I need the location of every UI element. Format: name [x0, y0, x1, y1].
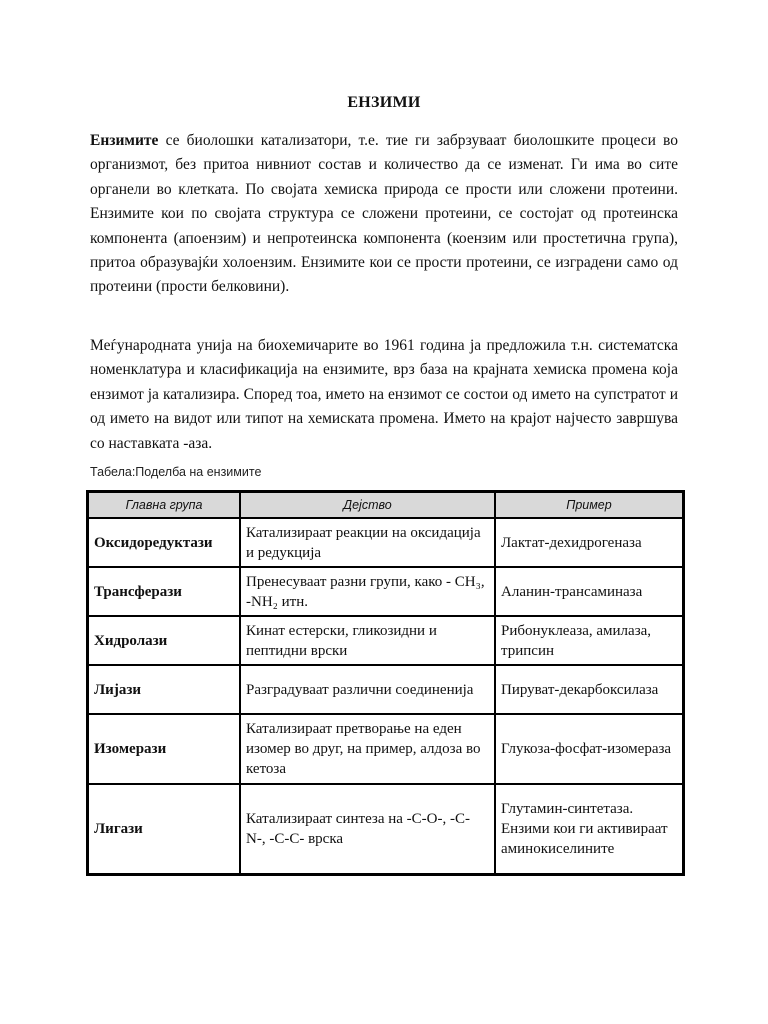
table-caption: Табела:Поделба на ензимите	[90, 465, 262, 479]
cell-group: Оксидоредуктази	[88, 518, 240, 567]
paragraph-intro	[90, 129, 678, 300]
cell-action: Катализираат синтеза на -C-O-, -C-N-, -C-C- врска	[240, 784, 495, 874]
cell-action: Кинат естерски, гликозидни и пептидни врски	[240, 616, 495, 665]
table-header-row	[88, 492, 683, 518]
cell-example: Глутамин-синтетаза. Ензими кои ги активираат аминокиселините	[495, 784, 683, 874]
cell-example: Глукоза-фосфат-изомераза	[495, 714, 683, 784]
cell-action: Катализираат реакции на оксидација и редукција	[240, 518, 495, 567]
paragraph-lead: Ензимите	[90, 132, 159, 149]
cell-action: Пренесуваат разни групи, како - CH₃, -NH₂ итн.	[240, 567, 495, 616]
cell-group: Изомерази	[88, 714, 240, 784]
table-row	[88, 784, 683, 874]
cell-example: Рибонуклеаза, амилаза, трипсин	[495, 616, 683, 665]
paragraph-intro-text: се биолошки катализатори, т.е. тие ги забрзуваат биолошките процеси во организмот, без притоа нивниот состав и количество да се изменат. Ги има во сите органели во клетката. По својата хемиска природа се прости или сложени протеини. Ензимите кои по својата структура се сложени протеини, се состојат од протеинска компонента (апоензим) и непротеинска компонента (коензим или простетична група), притоа образувајќи холоензим. Ензимите кои се прости протеини, се изградени само од протеини (прости белковини).	[90, 132, 678, 296]
table-row	[88, 567, 683, 616]
cell-action: Катализираат претворање на еден изомер во друг, на пример, алдоза во кетоза	[240, 714, 495, 784]
table-row	[88, 616, 683, 665]
header-action: Дејство	[240, 492, 495, 518]
header-group: Главна група	[88, 492, 240, 518]
page-title: ЕНЗИМИ	[347, 94, 421, 111]
enzyme-table	[86, 490, 685, 876]
cell-action: Разградуваат различни соединенија	[240, 665, 495, 714]
cell-example: Аланин-трансаминаза	[495, 567, 683, 616]
table-row	[88, 518, 683, 567]
paragraph-nomenclature: Меѓународната унија на биохемичарите во 1961 година ја предложила т.н. систематска номенклатура и класификација на ензимите, врз база на крајната хемиска промена која ензимот ја катализира. Според тоа, името на ензимот се состои од името на супстратот и од името на видот или типот на хемиската промена. Името на крајот најчесто завршува со наставката -аза.	[90, 337, 678, 452]
cell-example: Лактат-дехидрогеназа	[495, 518, 683, 567]
cell-group: Хидролази	[88, 616, 240, 665]
header-example: Пример	[495, 492, 683, 518]
cell-example: Пируват-декарбоксилаза	[495, 665, 683, 714]
cell-group: Трансферази	[88, 567, 240, 616]
cell-group: Лијази	[88, 665, 240, 714]
cell-group: Лигази	[88, 784, 240, 874]
table-row	[88, 665, 683, 714]
table-row	[88, 714, 683, 784]
